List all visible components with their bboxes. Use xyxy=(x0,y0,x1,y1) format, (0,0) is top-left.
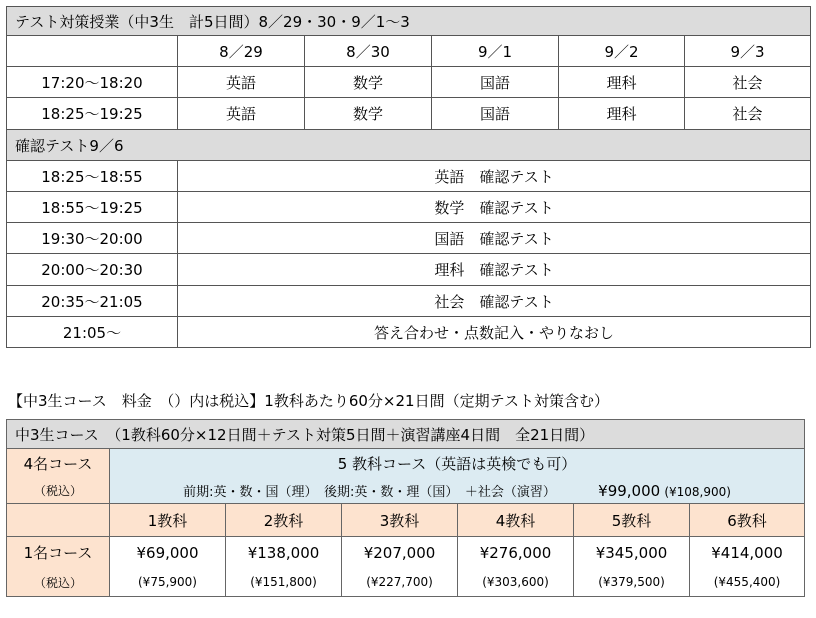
subject-cell: 理科 xyxy=(559,67,685,98)
date-header: 8／29 xyxy=(178,36,305,67)
price-tax-cell: (¥303,600) xyxy=(458,569,574,597)
subject-count-header: 4教科 xyxy=(458,504,574,537)
time-cell: 19:30～20:00 xyxy=(7,223,178,254)
four-person-label: 4名コース xyxy=(7,449,110,478)
time-cell: 18:55～19:25 xyxy=(7,192,178,223)
date-header: 9／1 xyxy=(432,36,559,67)
confirm-content: 英語 確認テスト xyxy=(178,161,811,192)
empty-cell xyxy=(7,36,178,67)
one-person-label: 1名コース xyxy=(7,537,110,569)
subject-cell: 社会 xyxy=(685,98,811,130)
subject-count-header: 3教科 xyxy=(342,504,458,537)
price-cell: ¥207,000 xyxy=(342,537,458,569)
confirm-content: 理科 確認テスト xyxy=(178,254,811,286)
four-person-price-tax: (¥108,900) xyxy=(664,484,731,499)
price-cell: ¥345,000 xyxy=(574,537,690,569)
five-subject-course-detail xyxy=(110,478,805,504)
subject-cell: 理科 xyxy=(559,98,685,130)
subject-cell: 国語 xyxy=(432,67,559,98)
subject-count-header: 2教科 xyxy=(226,504,342,537)
confirm-content: 社会 確認テスト xyxy=(178,286,811,317)
price-tax-cell: (¥455,400) xyxy=(690,569,805,597)
price-tax-cell: (¥227,700) xyxy=(342,569,458,597)
confirm-row xyxy=(7,254,811,286)
date-header: 9／3 xyxy=(685,36,811,67)
schedule-row xyxy=(7,67,811,98)
four-person-tax: （税込） xyxy=(7,478,110,504)
subject-cell: 社会 xyxy=(685,67,811,98)
subject-cell: 英語 xyxy=(178,67,305,98)
pricing-caption: 【中3生コース 料金 （）内は税込】1教科あたり60分×21日間（定期テスト対策含む） xyxy=(8,392,609,410)
five-subject-course-title: 5 教科コース（英語は英検でも可） xyxy=(110,449,805,478)
pricing-table xyxy=(6,419,805,597)
time-cell: 20:35～21:05 xyxy=(7,286,178,317)
confirm-content: 数学 確認テスト xyxy=(178,192,811,223)
subject-count-header: 6教科 xyxy=(690,504,805,537)
price-cell: ¥138,000 xyxy=(226,537,342,569)
empty-cell xyxy=(7,504,110,537)
schedule-table xyxy=(6,6,811,348)
subject-count-header: 1教科 xyxy=(110,504,226,537)
confirm-content: 国語 確認テスト xyxy=(178,223,811,254)
price-cell: ¥414,000 xyxy=(690,537,805,569)
confirm-row xyxy=(7,161,811,192)
confirm-row xyxy=(7,317,811,348)
confirm-content: 答え合わせ・点数記入・やりなおし xyxy=(178,317,811,348)
course-detail-text: 前期:英・数・国（理） 後期:英・数・理（国） ＋社会（演習） xyxy=(183,484,556,500)
schedule-row xyxy=(7,98,811,130)
subject-cell: 数学 xyxy=(305,67,432,98)
date-header: 9／2 xyxy=(559,36,685,67)
time-cell: 18:25～18:55 xyxy=(7,161,178,192)
subject-cell: 国語 xyxy=(432,98,559,130)
time-cell: 17:20～18:20 xyxy=(7,67,178,98)
time-cell: 21:05～ xyxy=(7,317,178,348)
price-tax-cell: (¥151,800) xyxy=(226,569,342,597)
pricing-header: 中3生コース （1教科60分×12日間＋テスト対策5日間＋演習講座4日間 全21日間） xyxy=(7,420,805,449)
subject-cell: 英語 xyxy=(178,98,305,130)
time-cell: 18:25～19:25 xyxy=(7,98,178,130)
confirm-title: 確認テスト9／6 xyxy=(7,130,811,161)
confirm-row xyxy=(7,286,811,317)
subject-count-header: 5教科 xyxy=(574,504,690,537)
confirm-row xyxy=(7,223,811,254)
four-person-price: ¥99,000 xyxy=(598,481,661,500)
one-person-tax: （税込） xyxy=(7,569,110,597)
schedule-title: テスト対策授業（中3生 計5日間）8／29・30・9／1～3 xyxy=(7,7,811,36)
date-header: 8／30 xyxy=(305,36,432,67)
subject-cell: 数学 xyxy=(305,98,432,130)
price-tax-cell: (¥75,900) xyxy=(110,569,226,597)
time-cell: 20:00～20:30 xyxy=(7,254,178,286)
confirm-row xyxy=(7,192,811,223)
price-tax-cell: (¥379,500) xyxy=(574,569,690,597)
price-cell: ¥69,000 xyxy=(110,537,226,569)
price-cell: ¥276,000 xyxy=(458,537,574,569)
